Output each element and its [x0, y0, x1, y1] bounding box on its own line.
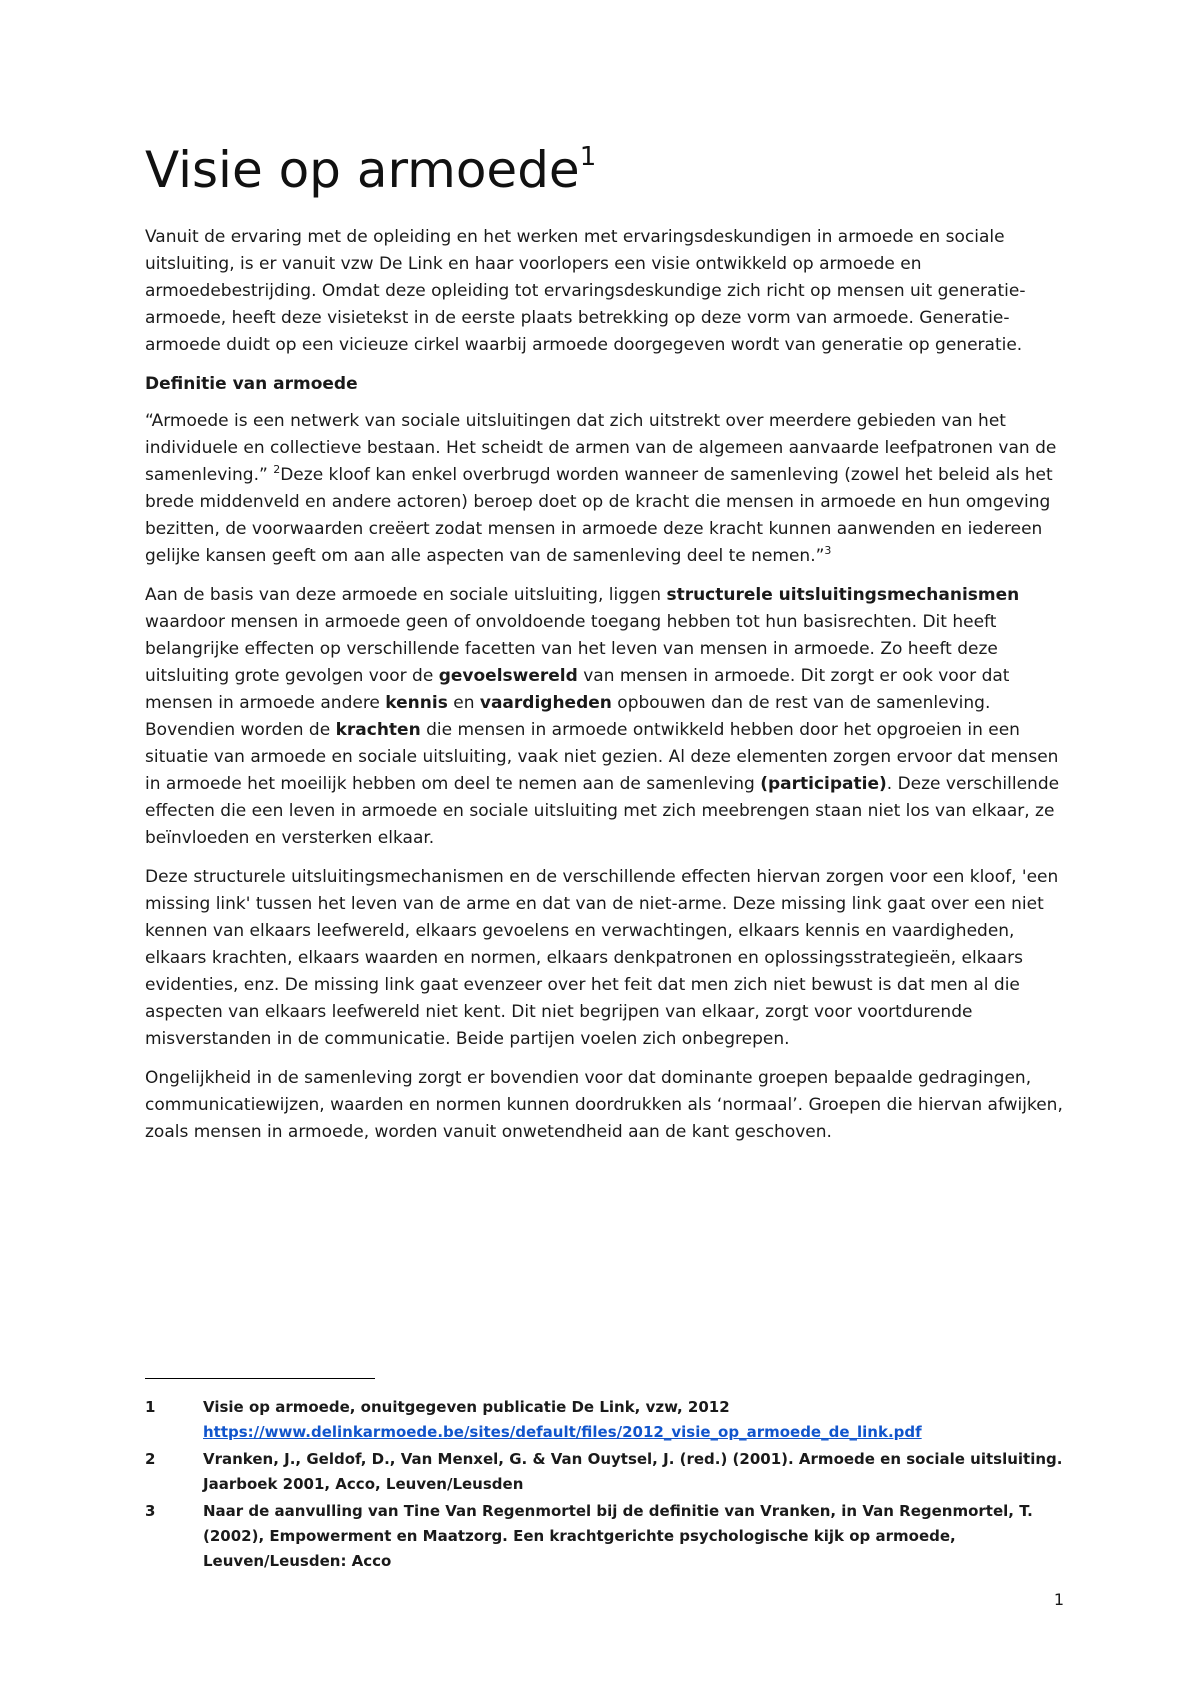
text-run: en	[447, 693, 480, 713]
footnote-3	[145, 1499, 1065, 1574]
footnote-body	[203, 1395, 1065, 1445]
page-title	[145, 140, 1065, 200]
footnote-ref-2[interactable]: 2	[273, 463, 281, 476]
footnote-2	[145, 1447, 1065, 1497]
definition-paragraph	[145, 408, 1065, 570]
missing-link-paragraph: Deze structurele uitsluitingsmechanismen en de verschillende effecten hiervan zorgen voor een kloof, 'een missing link' tussen het leven van de arme en dat van de niet-arme. Deze missing link gaat over een niet kennen van elkaars leefwereld, elkaars gevoelens en verwachtingen, elkaars kennis en vaardigheden, elkaars krachten, elkaars waarden en normen, elkaars denkpatronen en oplossingsstrategieën, elkaars evidenties, enz. De missing link gaat evenzeer over het feit dat men zich niet bewust is dat men al die aspecten van elkaars leefwereld niet kent. Dit niet begrijpen van elkaar, zorgt voor voortdurende misverstanden in de communicatie. Beide partijen voelen zich onbegrepen.	[145, 867, 1059, 1049]
text-run: van mensen in armoede. Dit zorgt er ook voor dat mensen in armoede andere	[145, 666, 1010, 713]
bold-term: (participatie)	[760, 774, 887, 794]
footnote-text: Naar de aanvulling van Tine Van Regenmortel bij de definitie van Vranken, in Van Regenmortel, T. (2002), Empowerment en Maatzorg. Een krachtgerichte psychologische kijk op armoede, Leuven/Leusden: Acco	[203, 1502, 1033, 1570]
footnote-link[interactable]: https://www.delinkarmoede.be/sites/default/files/2012_visie_op_armoede_de_link.pdf	[203, 1423, 922, 1441]
main-content	[145, 140, 1065, 1158]
bold-term: structurele uitsluitingsmechanismen	[666, 585, 1020, 605]
text-run: . Deze verschillende effecten die een leven in armoede en sociale uitsluiting met zich meebrengen staan niet los van elkaar, ze beïnvloeden en versterken elkaar.	[145, 774, 1060, 848]
inequality-paragraph: Ongelijkheid in de samenleving zorgt er bovendien voor dat dominante groepen bepaalde gedragingen, communicatiewijzen, waarden en normen kunnen doordrukken als ‘normaal’. Groepen die hiervan afwijken, zoals mensen in armoede, worden vanuit onwetendheid aan de kant geschoven.	[145, 1068, 1063, 1142]
title-text: Visie op armoede	[145, 141, 580, 199]
bold-term: vaardigheden	[479, 693, 612, 713]
definition-heading: Definitie van armoede	[145, 374, 358, 394]
bold-term: kennis	[385, 693, 448, 713]
text-run: waardoor mensen in armoede geen of onvoldoende toegang hebben tot hun basisrechten. Dit heeft belangrijke effecten op verschillende facetten van het leven van mensen in armoede. Zo heeft deze uitsluiting grote gevolgen voor de	[145, 612, 998, 686]
bold-term: gevoelswereld	[438, 666, 578, 686]
text-run: Aan de basis van deze armoede en sociale uitsluiting, liggen	[145, 585, 667, 605]
footnotes	[145, 1378, 1065, 1576]
footnote-number: 1	[145, 1398, 156, 1416]
text-run: die mensen in armoede ontwikkeld hebben door het opgroeien in een situatie van armoede en sociale uitsluiting, vaak niet gezien. Al deze elementen zorgen ervoor dat mensen in armoede het moeilijk hebben om deel te nemen aan de samenleving	[145, 720, 1059, 794]
intro-paragraph: Vanuit de ervaring met de opleiding en het werken met ervaringsdeskundigen in armoede en sociale uitsluiting, is er vanuit vzw De Link en haar voorlopers een visie ontwikkeld op armoede en armoedebestrijding. Omdat deze opleiding tot ervaringsdeskundige zich richt op mensen uit generatie-armoede, heeft deze visietekst in de eerste plaats betrekking op deze vorm van armoede. Generatie-armoede duidt op een vicieuze cirkel waarbij armoede doorgegeven wordt van generatie op generatie.	[145, 227, 1026, 355]
mechanisms-paragraph	[145, 582, 1065, 852]
definition-quote: “Armoede is een netwerk van sociale uitsluitingen dat zich uitstrekt over meerdere gebieden van het individuele en collectieve bestaan. Het scheidt de armen van de algemeen aanvaarde leefpatronen van de samenleving.”	[145, 411, 1057, 485]
footnote-number: 3	[145, 1502, 156, 1520]
title-footnote-ref[interactable]: 1	[579, 142, 597, 172]
footnote-text: Visie op armoede, onuitgegeven publicatie De Link, vzw, 2012	[203, 1398, 730, 1416]
page-number: 1	[1053, 1590, 1064, 1609]
footnote-divider	[145, 1378, 375, 1379]
footnote-number: 2	[145, 1450, 156, 1468]
footnote-ref-3[interactable]: 3	[824, 544, 832, 557]
footnote-text: Vranken, J., Geldof, D., Van Menxel, G. & Van Ouytsel, J. (red.) (2001). Armoede en sociale uitsluiting. Jaarboek 2001, Acco, Leuven/Leusden	[203, 1450, 1063, 1493]
footnote-1	[145, 1395, 1065, 1445]
definition-rest: Deze kloof kan enkel overbrugd worden wanneer de samenleving (zowel het beleid als het brede middenveld en andere actoren) beroep doet op de kracht die mensen in armoede en hun omgeving bezitten, de voorwaarden creëert zodat mensen in armoede deze kracht kunnen aanwenden en iedereen gelijke kansen geeft om aan alle aspecten van de samenleving deel te nemen.”	[145, 465, 1053, 566]
bold-term: krachten	[335, 720, 421, 740]
text-run: opbouwen dan de rest van de samenleving. Bovendien worden de	[145, 693, 991, 740]
